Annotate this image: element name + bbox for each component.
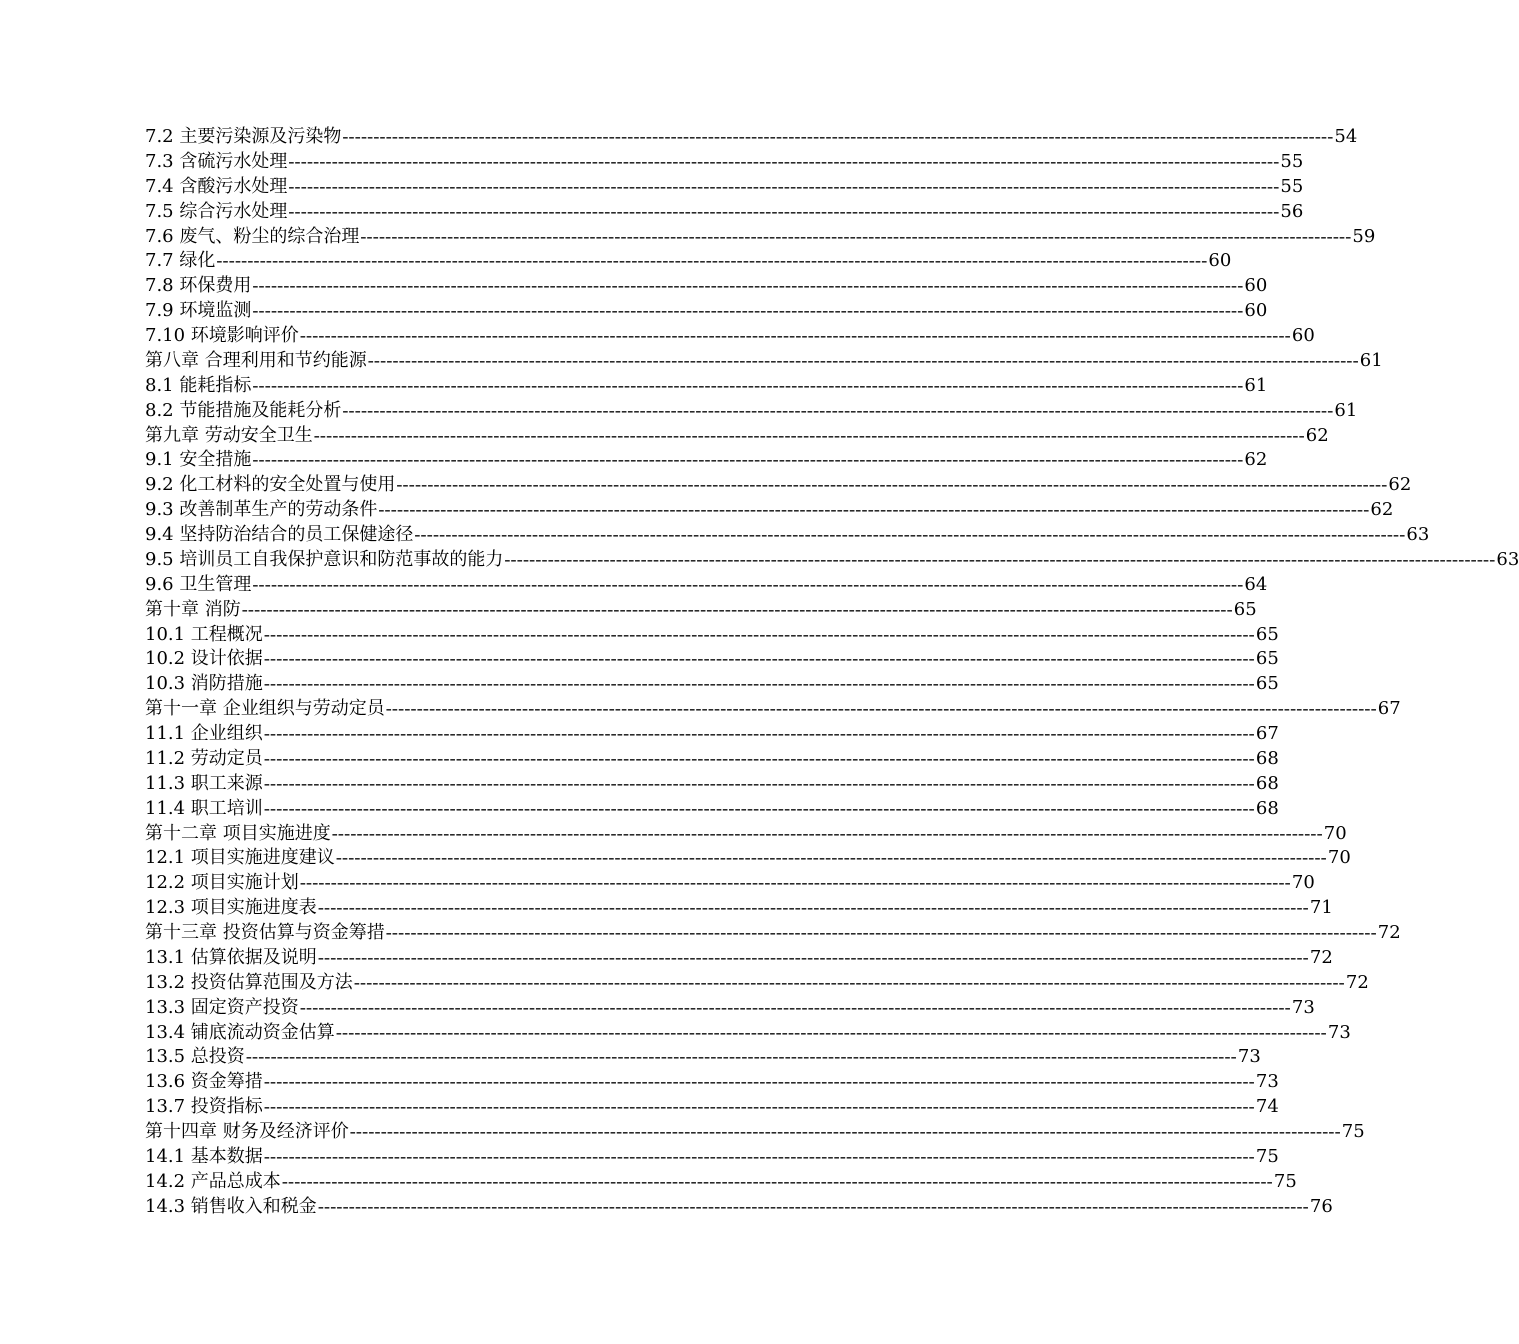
- toc-section-entry[interactable]: [145, 447, 1268, 472]
- toc-page-number: 60: [1208, 250, 1232, 272]
- toc-page-number: 56: [1280, 200, 1304, 222]
- toc-page-number: 72: [1377, 922, 1401, 943]
- toc-dot-leader: ----------------------------------------------------------------------------------------------------------------------------------------------------------------: [313, 424, 1305, 445]
- toc-section-entry[interactable]: [145, 1020, 1351, 1045]
- toc-chapter-entry[interactable]: [145, 597, 1257, 622]
- toc-page-number: 76: [1309, 1195, 1333, 1217]
- toc-dot-leader: ----------------------------------------------------------------------------------------------------------------------------------------------------------------: [504, 548, 1496, 569]
- toc-dot-leader: ----------------------------------------------------------------------------------------------------------------------------------------------------------------: [342, 126, 1334, 146]
- toc-section-entry[interactable]: [145, 522, 1430, 547]
- toc-section-entry[interactable]: [145, 1069, 1279, 1094]
- toc-page-number: 71: [1309, 897, 1333, 919]
- toc-chapter-entry[interactable]: [145, 920, 1401, 945]
- toc-page-number: 68: [1255, 772, 1279, 794]
- toc-page-number: 74: [1255, 1096, 1279, 1118]
- toc-entry-title: 8.1 能耗指标: [145, 374, 252, 396]
- toc-page-number: 75: [1255, 1145, 1279, 1167]
- toc-page-number: 60: [1244, 300, 1268, 322]
- toc-page-number: 62: [1388, 474, 1412, 496]
- toc-page-number: 72: [1309, 946, 1333, 968]
- toc-entry-title: 第十二章 项目实施进度: [145, 822, 331, 844]
- toc-page-number: 75: [1273, 1170, 1297, 1192]
- toc-entry-title: 8.2 节能措施及能耗分析: [145, 399, 342, 421]
- toc-entry-title: 10.2 设计依据: [145, 648, 263, 670]
- toc-entry-title: 第十章 消防: [145, 598, 241, 620]
- toc-dot-leader: ----------------------------------------------------------------------------------------------------------------------------------------------------------------: [263, 648, 1255, 669]
- toc-entry-title: 9.5 培训员工自我保护意识和防范事故的能力: [145, 548, 504, 570]
- toc-entry-title: 9.2 化工材料的安全处置与使用: [145, 474, 396, 496]
- toc-section-entry[interactable]: [145, 1194, 1333, 1219]
- toc-entry-title: 11.2 劳动定员: [145, 747, 263, 769]
- toc-entry-title: 第十四章 财务及经济评价: [145, 1121, 349, 1142]
- toc-section-entry[interactable]: [145, 622, 1279, 647]
- toc-entry-title: 7.5 综合污水处理: [145, 200, 288, 222]
- toc-dot-leader: ----------------------------------------------------------------------------------------------------------------------------------------------------------------: [335, 1021, 1327, 1042]
- toc-dot-leader: ----------------------------------------------------------------------------------------------------------------------------------------------------------------: [331, 822, 1323, 843]
- toc-dot-leader: ----------------------------------------------------------------------------------------------------------------------------------------------------------------: [353, 971, 1345, 992]
- toc-dot-leader: ----------------------------------------------------------------------------------------------------------------------------------------------------------------: [288, 200, 1280, 221]
- toc-entry-title: 7.4 含酸污水处理: [145, 175, 288, 197]
- toc-section-entry[interactable]: [145, 547, 1519, 572]
- toc-entry-title: 13.7 投资指标: [145, 1096, 263, 1118]
- toc-dot-leader: ----------------------------------------------------------------------------------------------------------------------------------------------------------------: [263, 1071, 1255, 1092]
- toc-entry-title: 13.4 铺底流动资金估算: [145, 1021, 335, 1043]
- toc-dot-leader: ----------------------------------------------------------------------------------------------------------------------------------------------------------------: [288, 150, 1280, 171]
- toc-section-entry[interactable]: [145, 124, 1358, 149]
- toc-page-number: 62: [1370, 499, 1394, 521]
- toc-section-entry[interactable]: [145, 398, 1358, 423]
- toc-entry-title: 7.3 含硫污水处理: [145, 150, 288, 172]
- toc-page-number: 70: [1323, 822, 1347, 844]
- toc-section-entry[interactable]: [145, 796, 1279, 821]
- toc-section-entry[interactable]: [145, 1094, 1279, 1119]
- toc-dot-leader: ----------------------------------------------------------------------------------------------------------------------------------------------------------------: [263, 673, 1255, 694]
- toc-page-number: 64: [1244, 573, 1268, 595]
- toc-dot-leader: ----------------------------------------------------------------------------------------------------------------------------------------------------------------: [263, 1145, 1255, 1166]
- toc-section-entry[interactable]: [145, 323, 1315, 348]
- toc-section-entry[interactable]: [145, 895, 1333, 920]
- toc-section-entry[interactable]: [145, 373, 1268, 398]
- toc-entry-title: 11.4 职工培训: [145, 797, 263, 819]
- toc-section-entry[interactable]: [145, 970, 1369, 995]
- toc-dot-leader: ----------------------------------------------------------------------------------------------------------------------------------------------------------------: [367, 349, 1359, 370]
- toc-dot-leader: ----------------------------------------------------------------------------------------------------------------------------------------------------------------: [263, 623, 1255, 644]
- toc-entry-title: 7.9 环境监测: [145, 300, 252, 322]
- toc-page-number: 55: [1280, 175, 1304, 197]
- toc-dot-leader: ----------------------------------------------------------------------------------------------------------------------------------------------------------------: [317, 946, 1309, 967]
- toc-page-number: 72: [1345, 971, 1369, 993]
- toc-section-entry[interactable]: [145, 174, 1304, 199]
- toc-chapter-entry[interactable]: [145, 821, 1347, 846]
- toc-dot-leader: ----------------------------------------------------------------------------------------------------------------------------------------------------------------: [216, 250, 1208, 271]
- toc-dot-leader: ----------------------------------------------------------------------------------------------------------------------------------------------------------------: [263, 797, 1255, 818]
- toc-dot-leader: ----------------------------------------------------------------------------------------------------------------------------------------------------------------: [342, 399, 1334, 420]
- toc-page-number: 70: [1327, 847, 1351, 869]
- toc-page-number: 70: [1291, 872, 1315, 894]
- toc-entry-title: 第十三章 投资估算与资金筹措: [145, 922, 385, 943]
- toc-section-entry[interactable]: [145, 995, 1315, 1020]
- toc-page-number: 63: [1496, 548, 1519, 570]
- toc-page-number: 60: [1291, 325, 1315, 346]
- toc-dot-leader: ----------------------------------------------------------------------------------------------------------------------------------------------------------------: [252, 374, 1244, 395]
- toc-section-entry[interactable]: [145, 945, 1333, 970]
- toc-entry-title: 14.3 销售收入和税金: [145, 1195, 317, 1217]
- toc-entry-title: 14.2 产品总成本: [145, 1170, 281, 1192]
- toc-entry-title: 9.4 坚持防治结合的员工保健途径: [145, 524, 414, 545]
- toc-chapter-entry[interactable]: [145, 423, 1329, 448]
- toc-entry-title: 9.3 改善制革生产的劳动条件: [145, 499, 378, 521]
- toc-page-number: 73: [1291, 996, 1315, 1018]
- toc-dot-leader: ----------------------------------------------------------------------------------------------------------------------------------------------------------------: [299, 996, 1291, 1017]
- toc-dot-leader: ----------------------------------------------------------------------------------------------------------------------------------------------------------------: [252, 275, 1244, 296]
- toc-dot-leader: ----------------------------------------------------------------------------------------------------------------------------------------------------------------: [299, 325, 1291, 345]
- toc-entry-title: 13.3 固定资产投资: [145, 996, 299, 1018]
- toc-page-number: 73: [1327, 1021, 1351, 1043]
- toc-section-entry[interactable]: [145, 273, 1268, 298]
- toc-entry-title: 第八章 合理利用和节约能源: [145, 349, 367, 371]
- toc-page-number: 65: [1255, 623, 1279, 645]
- toc-dot-leader: ----------------------------------------------------------------------------------------------------------------------------------------------------------------: [263, 1096, 1255, 1117]
- toc-entry-title: 9.6 卫生管理: [145, 573, 252, 595]
- toc-entry-title: 10.3 消防措施: [145, 673, 263, 695]
- toc-dot-leader: ----------------------------------------------------------------------------------------------------------------------------------------------------------------: [349, 1121, 1341, 1141]
- toc-page-number: 62: [1244, 449, 1268, 471]
- toc-dot-leader: ----------------------------------------------------------------------------------------------------------------------------------------------------------------: [378, 499, 1370, 520]
- toc-entry-title: 7.7 绿化: [145, 250, 216, 272]
- toc-entry-title: 7.6 废气、粉尘的综合治理: [145, 225, 360, 247]
- toc-entry-title: 第九章 劳动安全卫生: [145, 424, 313, 446]
- toc-section-entry[interactable]: [145, 646, 1279, 671]
- toc-section-entry[interactable]: [145, 721, 1279, 746]
- toc-page-number: 60: [1244, 275, 1268, 297]
- toc-page-number: 73: [1237, 1046, 1261, 1068]
- toc-dot-leader: ----------------------------------------------------------------------------------------------------------------------------------------------------------------: [263, 772, 1255, 793]
- toc-section-entry[interactable]: [145, 248, 1232, 273]
- toc-dot-leader: ----------------------------------------------------------------------------------------------------------------------------------------------------------------: [414, 524, 1406, 544]
- toc-dot-leader: ----------------------------------------------------------------------------------------------------------------------------------------------------------------: [360, 225, 1352, 246]
- toc-dot-leader: ----------------------------------------------------------------------------------------------------------------------------------------------------------------: [288, 175, 1280, 196]
- toc-dot-leader: ----------------------------------------------------------------------------------------------------------------------------------------------------------------: [263, 723, 1255, 743]
- toc-page-number: 65: [1255, 648, 1279, 670]
- toc-entry-title: 13.6 资金筹措: [145, 1071, 263, 1093]
- toc-page-number: 65: [1233, 598, 1257, 620]
- toc-dot-leader: ----------------------------------------------------------------------------------------------------------------------------------------------------------------: [317, 897, 1309, 918]
- toc-page-number: 75: [1341, 1121, 1365, 1142]
- toc-dot-leader: ----------------------------------------------------------------------------------------------------------------------------------------------------------------: [252, 573, 1244, 594]
- toc-section-entry[interactable]: [145, 870, 1315, 895]
- toc-dot-leader: ----------------------------------------------------------------------------------------------------------------------------------------------------------------: [263, 747, 1255, 768]
- toc-entry-title: 13.1 估算依据及说明: [145, 946, 317, 968]
- toc-section-entry[interactable]: [145, 671, 1279, 696]
- toc-section-entry[interactable]: [145, 199, 1304, 224]
- toc-entry-title: 7.8 环保费用: [145, 275, 252, 297]
- toc-entry-title: 12.2 项目实施计划: [145, 872, 299, 894]
- toc-dot-leader: ----------------------------------------------------------------------------------------------------------------------------------------------------------------: [241, 598, 1233, 619]
- toc-page-number: 65: [1255, 673, 1279, 695]
- toc-dot-leader: ----------------------------------------------------------------------------------------------------------------------------------------------------------------: [299, 872, 1291, 893]
- toc-section-entry[interactable]: [145, 472, 1412, 497]
- toc-dot-leader: ----------------------------------------------------------------------------------------------------------------------------------------------------------------: [245, 1046, 1237, 1067]
- toc-page-number: 68: [1255, 797, 1279, 819]
- toc-entry-title: 12.1 项目实施进度建议: [145, 847, 335, 869]
- toc-section-entry[interactable]: [145, 224, 1376, 249]
- toc-page-number: 61: [1359, 349, 1383, 371]
- toc-entry-title: 13.2 投资估算范围及方法: [145, 971, 353, 993]
- toc-dot-leader: ----------------------------------------------------------------------------------------------------------------------------------------------------------------: [281, 1170, 1273, 1191]
- toc-dot-leader: ----------------------------------------------------------------------------------------------------------------------------------------------------------------: [385, 922, 1377, 942]
- toc-page-number: 73: [1255, 1071, 1279, 1093]
- toc-section-entry[interactable]: [145, 149, 1304, 174]
- toc-page-number: 67: [1255, 723, 1279, 744]
- toc-page-number: 68: [1255, 747, 1279, 769]
- toc-chapter-entry[interactable]: [145, 1119, 1365, 1144]
- toc-entry-title: 12.3 项目实施进度表: [145, 897, 317, 919]
- toc-chapter-entry[interactable]: [145, 696, 1401, 721]
- toc-entry-title: 14.1 基本数据: [145, 1145, 263, 1167]
- toc-entry-title: 10.1 工程概况: [145, 623, 263, 645]
- toc-section-entry[interactable]: [145, 845, 1351, 870]
- toc-dot-leader: ----------------------------------------------------------------------------------------------------------------------------------------------------------------: [335, 847, 1327, 868]
- toc-section-entry[interactable]: [145, 1144, 1279, 1169]
- toc-section-entry[interactable]: [145, 572, 1268, 597]
- toc-section-entry[interactable]: [145, 497, 1394, 522]
- toc-dot-leader: ----------------------------------------------------------------------------------------------------------------------------------------------------------------: [252, 300, 1244, 321]
- toc-entry-title: 11.3 职工来源: [145, 772, 263, 794]
- toc-entry-title: 7.10 环境影响评价: [145, 325, 299, 346]
- toc-page-number: 61: [1334, 399, 1358, 421]
- toc-page-number: 61: [1244, 374, 1268, 396]
- toc-section-entry[interactable]: [145, 746, 1279, 771]
- toc-dot-leader: ----------------------------------------------------------------------------------------------------------------------------------------------------------------: [317, 1195, 1309, 1216]
- toc-page-number: 55: [1280, 150, 1304, 172]
- toc-section-entry[interactable]: [145, 298, 1268, 323]
- toc-entry-title: 13.5 总投资: [145, 1046, 245, 1068]
- toc-section-entry[interactable]: [145, 1044, 1261, 1069]
- toc-section-entry[interactable]: [145, 1169, 1297, 1194]
- toc-entry-title: 7.2 主要污染源及污染物: [145, 126, 342, 147]
- toc-page-number: 63: [1406, 524, 1430, 545]
- toc-entry-title: 第十一章 企业组织与劳动定员: [145, 698, 385, 720]
- toc-page-number: 62: [1305, 424, 1329, 446]
- toc-page-number: 59: [1352, 225, 1376, 247]
- toc-dot-leader: ----------------------------------------------------------------------------------------------------------------------------------------------------------------: [385, 698, 1377, 719]
- toc-page-number: 67: [1377, 698, 1401, 720]
- toc-page-number: 54: [1334, 126, 1358, 147]
- toc-section-entry[interactable]: [145, 771, 1279, 796]
- toc-entry-title: 9.1 安全措施: [145, 449, 252, 471]
- toc-entry-title: 11.1 企业组织: [145, 723, 263, 744]
- table-of-contents: [145, 124, 1519, 1219]
- toc-dot-leader: ----------------------------------------------------------------------------------------------------------------------------------------------------------------: [396, 474, 1388, 495]
- toc-chapter-entry[interactable]: [145, 348, 1383, 373]
- toc-dot-leader: ----------------------------------------------------------------------------------------------------------------------------------------------------------------: [252, 449, 1244, 470]
